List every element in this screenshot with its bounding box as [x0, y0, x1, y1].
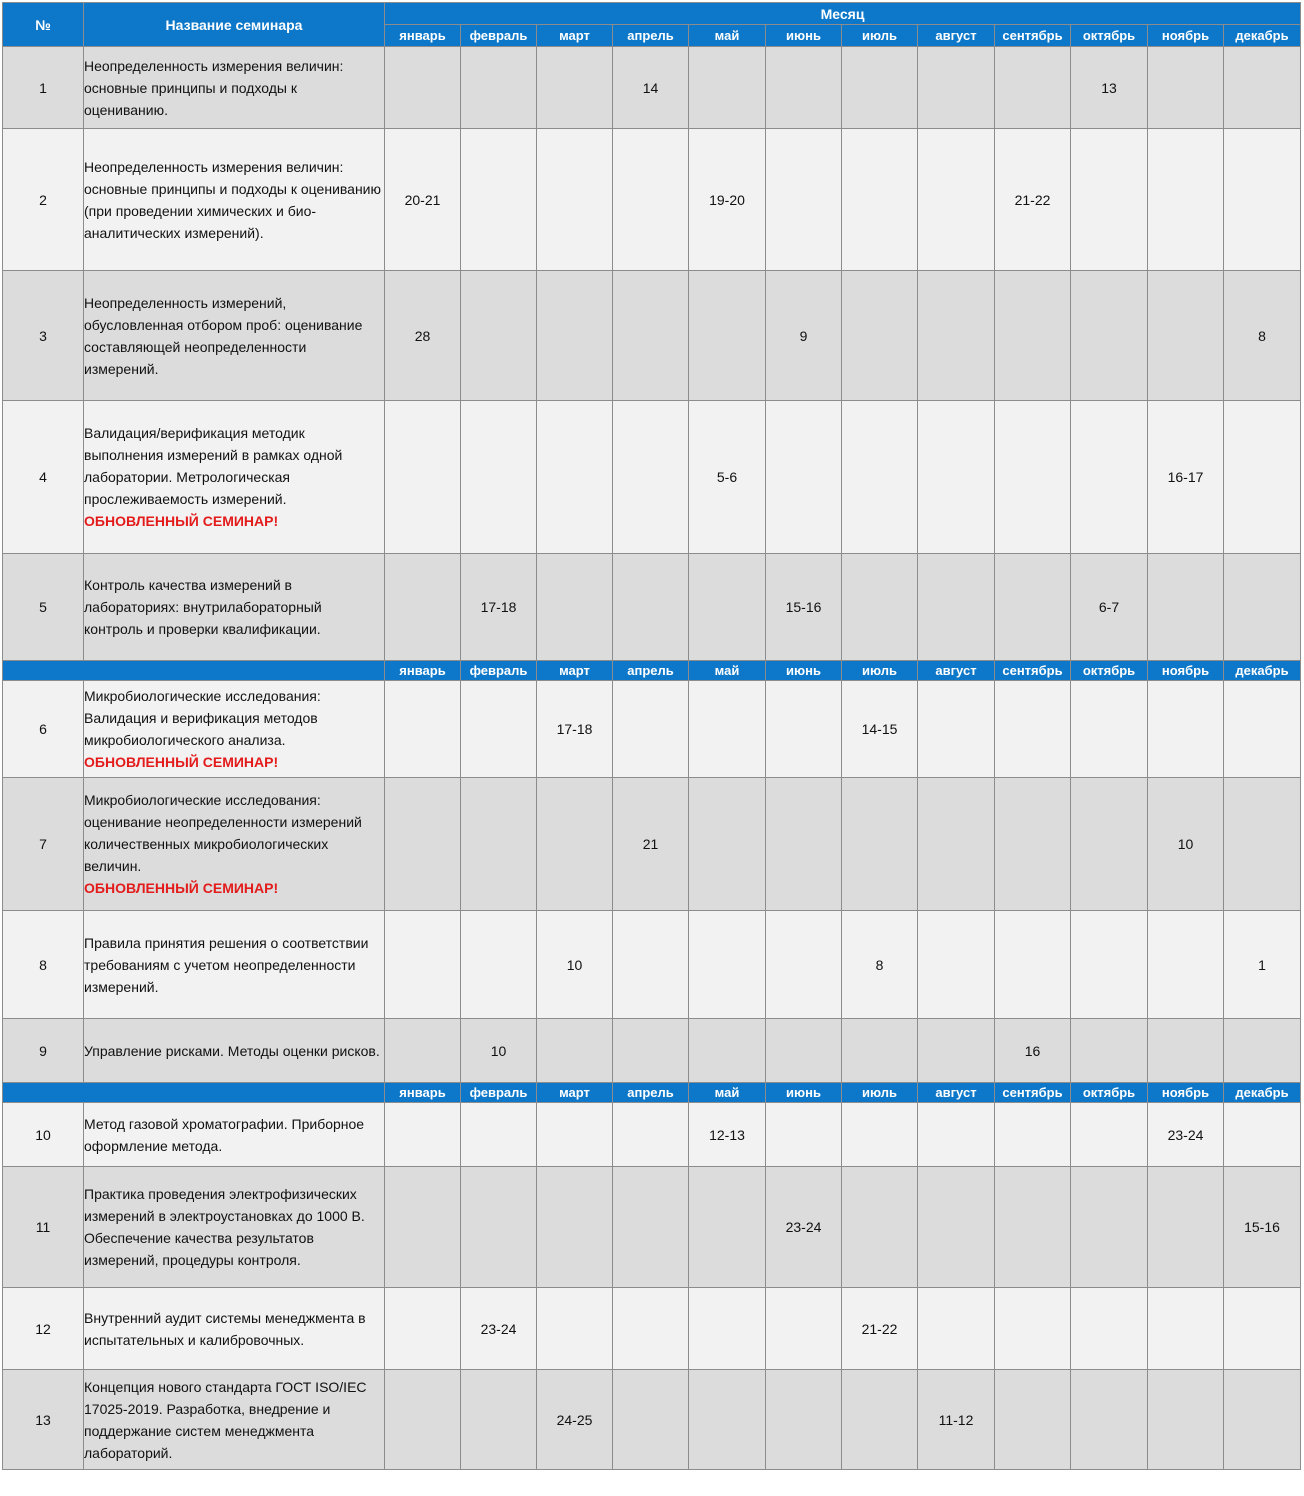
date-cell-май [689, 1370, 766, 1470]
month-subheader-0: январь [385, 1083, 461, 1103]
date-cell-ноябрь [1148, 1370, 1224, 1470]
date-cell-май [689, 911, 766, 1019]
date-cell-июль: 8 [842, 911, 918, 1019]
month-header-4: май [689, 25, 766, 47]
seminar-number: 11 [3, 1167, 84, 1288]
date-cell-сентябрь [995, 1288, 1071, 1370]
date-cell-август [918, 1103, 995, 1167]
date-cell-апрель [613, 401, 689, 554]
date-cell-июнь [766, 1288, 842, 1370]
date-cell-сентябрь [995, 554, 1071, 661]
updated-seminar-badge: ОБНОВЛЕННЫЙ СЕМИНАР! [84, 754, 279, 770]
date-cell-июнь: 23-24 [766, 1167, 842, 1288]
date-cell-май [689, 1288, 766, 1370]
date-cell-март: 10 [537, 911, 613, 1019]
seminar-title-cell [84, 129, 385, 271]
date-cell-октябрь [1071, 1288, 1148, 1370]
date-cell-ноябрь [1148, 1019, 1224, 1083]
seminar-title-cell [84, 911, 385, 1019]
date-cell-июль [842, 1019, 918, 1083]
date-cell-декабрь: 1 [1224, 911, 1301, 1019]
date-cell-сентябрь [995, 778, 1071, 911]
seminar-schedule-table [2, 2, 1301, 1470]
date-cell-август [918, 1019, 995, 1083]
date-cell-январь [385, 911, 461, 1019]
seminar-title-cell [84, 681, 385, 778]
date-cell-февраль [461, 911, 537, 1019]
date-cell-сентябрь [995, 911, 1071, 1019]
date-cell-февраль [461, 1167, 537, 1288]
month-subheader-6: июль [842, 1083, 918, 1103]
date-cell-февраль [461, 1103, 537, 1167]
seminar-title: Контроль качества измерений в лабораториях: внутрилабораторный контроль и проверки квалификации. [84, 577, 322, 637]
month-subheader-3: апрель [613, 661, 689, 681]
date-cell-декабрь [1224, 778, 1301, 911]
date-cell-август [918, 554, 995, 661]
date-cell-январь [385, 1167, 461, 1288]
date-cell-март: 24-25 [537, 1370, 613, 1470]
date-cell-август [918, 911, 995, 1019]
seminar-title: Неопределенность измерения величин: основные принципы и подходы к оцениванию. [84, 57, 344, 118]
date-cell-апрель [613, 1370, 689, 1470]
date-cell-февраль: 23-24 [461, 1288, 537, 1370]
seminar-title-cell [84, 401, 385, 554]
date-cell-март [537, 554, 613, 661]
seminar-title: Неопределенность измерения величин: основные принципы и подходы к оцениванию (при проведении химических и био-аналитических измерений). [84, 158, 382, 241]
date-cell-август [918, 47, 995, 129]
date-cell-июль [842, 1370, 918, 1470]
date-cell-сентябрь: 16 [995, 1019, 1071, 1083]
date-cell-июль [842, 129, 918, 271]
date-cell-декабрь [1224, 129, 1301, 271]
date-cell-июль [842, 554, 918, 661]
date-cell-июль [842, 47, 918, 129]
date-cell-январь [385, 1288, 461, 1370]
date-cell-июль: 14-15 [842, 681, 918, 778]
seminar-row [3, 1370, 1301, 1470]
date-cell-январь [385, 1370, 461, 1470]
seminar-title: Концепция нового стандарта ГОСТ ISO/IEC 17025-2019. Разработка, внедрение и поддержание систем менеджмента лабораторий. [84, 1378, 367, 1461]
month-subheader-9: октябрь [1071, 1083, 1148, 1103]
date-cell-август [918, 129, 995, 271]
seminar-number: 10 [3, 1103, 84, 1167]
date-cell-сентябрь [995, 681, 1071, 778]
seminar-title: Управление рисками. Методы оценки рисков. [84, 1042, 380, 1059]
date-cell-декабрь [1224, 1370, 1301, 1470]
date-cell-март [537, 1103, 613, 1167]
date-cell-май [689, 1019, 766, 1083]
date-cell-ноябрь [1148, 554, 1224, 661]
seminar-number: 9 [3, 1019, 84, 1083]
column-header-seminar-name: Название семинара [84, 3, 385, 47]
date-cell-январь: 28 [385, 271, 461, 401]
date-cell-август [918, 681, 995, 778]
date-cell-июнь [766, 47, 842, 129]
date-cell-март [537, 1167, 613, 1288]
seminar-row [3, 47, 1301, 129]
date-cell-март [537, 1019, 613, 1083]
seminar-row [3, 1103, 1301, 1167]
date-cell-март [537, 401, 613, 554]
seminar-title: Практика проведения электрофизических измерений в электроустановках до 1000 В. Обеспечение качества результатов измерений, процедуры контроля. [84, 1186, 365, 1268]
date-cell-март [537, 271, 613, 401]
date-cell-апрель [613, 271, 689, 401]
seminar-title-cell [84, 1167, 385, 1288]
date-cell-январь [385, 401, 461, 554]
date-cell-июль [842, 401, 918, 554]
date-cell-ноябрь [1148, 47, 1224, 129]
date-cell-октябрь [1071, 271, 1148, 401]
seminar-title-cell [84, 778, 385, 911]
seminar-number: 1 [3, 47, 84, 129]
month-header-9: октябрь [1071, 25, 1148, 47]
date-cell-ноябрь [1148, 1288, 1224, 1370]
date-cell-январь [385, 554, 461, 661]
seminar-title: Метод газовой хроматографии. Приборное оформление метода. [84, 1115, 365, 1154]
date-cell-июнь [766, 1103, 842, 1167]
date-cell-июнь [766, 401, 842, 554]
date-cell-декабрь [1224, 47, 1301, 129]
month-subheader-0: январь [385, 661, 461, 681]
date-cell-май [689, 47, 766, 129]
date-cell-октябрь [1071, 778, 1148, 911]
date-cell-апрель [613, 554, 689, 661]
date-cell-январь [385, 1103, 461, 1167]
date-cell-август [918, 1167, 995, 1288]
date-cell-октябрь: 6-7 [1071, 554, 1148, 661]
date-cell-август [918, 401, 995, 554]
seminar-title-cell [84, 1370, 385, 1470]
seminar-title: Внутренний аудит системы менеджмента в испытательных и калибровочных. [84, 1309, 366, 1348]
month-subheader-10: ноябрь [1148, 1083, 1224, 1103]
date-cell-октябрь [1071, 129, 1148, 271]
seminar-number: 7 [3, 778, 84, 911]
date-cell-август [918, 271, 995, 401]
date-cell-ноябрь [1148, 1167, 1224, 1288]
date-cell-сентябрь: 21-22 [995, 129, 1071, 271]
date-cell-декабрь [1224, 1019, 1301, 1083]
month-subheader-5: июнь [766, 1083, 842, 1103]
date-cell-октябрь [1071, 401, 1148, 554]
date-cell-август [918, 1288, 995, 1370]
seminar-number: 3 [3, 271, 84, 401]
date-cell-июнь [766, 1019, 842, 1083]
date-cell-январь [385, 47, 461, 129]
seminar-title: Неопределенность измерений, обусловленная отбором проб: оценивание составляющей неопределенности измерений. [84, 294, 363, 377]
date-cell-декабрь [1224, 681, 1301, 778]
column-header-number: № [3, 3, 84, 47]
date-cell-декабрь [1224, 401, 1301, 554]
date-cell-ноябрь [1148, 911, 1224, 1019]
date-cell-июль [842, 271, 918, 401]
month-subheader-row [3, 1083, 1301, 1103]
month-subheader-2: март [537, 1083, 613, 1103]
date-cell-апрель [613, 1103, 689, 1167]
seminar-title: Микробиологические исследования: Валидация и верификация методов микробиологического анализа. [84, 688, 321, 748]
schedule-body [3, 47, 1301, 1470]
seminar-title-cell [84, 554, 385, 661]
seminar-title-cell [84, 1019, 385, 1083]
month-subheader-1: февраль [461, 661, 537, 681]
date-cell-декабрь: 8 [1224, 271, 1301, 401]
seminar-title-cell [84, 271, 385, 401]
month-header-5: июнь [766, 25, 842, 47]
date-cell-апрель: 14 [613, 47, 689, 129]
seminar-row [3, 1288, 1301, 1370]
date-cell-июнь [766, 1370, 842, 1470]
date-cell-ноябрь [1148, 129, 1224, 271]
seminar-row [3, 129, 1301, 271]
date-cell-октябрь [1071, 1167, 1148, 1288]
date-cell-ноябрь: 16-17 [1148, 401, 1224, 554]
date-cell-июнь: 9 [766, 271, 842, 401]
date-cell-май [689, 554, 766, 661]
date-cell-июль: 21-22 [842, 1288, 918, 1370]
date-cell-февраль: 17-18 [461, 554, 537, 661]
date-cell-апрель [613, 129, 689, 271]
date-cell-апрель [613, 1167, 689, 1288]
date-cell-ноябрь: 10 [1148, 778, 1224, 911]
month-subheader-10: ноябрь [1148, 661, 1224, 681]
date-cell-февраль [461, 47, 537, 129]
subheader-spacer [3, 1083, 385, 1103]
date-cell-ноябрь [1148, 681, 1224, 778]
seminar-row [3, 1167, 1301, 1288]
seminar-row [3, 271, 1301, 401]
month-subheader-7: август [918, 1083, 995, 1103]
date-cell-ноябрь [1148, 271, 1224, 401]
month-header-0: январь [385, 25, 461, 47]
date-cell-сентябрь [995, 401, 1071, 554]
date-cell-июнь [766, 129, 842, 271]
month-header-3: апрель [613, 25, 689, 47]
date-cell-апрель [613, 1288, 689, 1370]
seminar-row [3, 401, 1301, 554]
date-cell-февраль [461, 401, 537, 554]
date-cell-октябрь [1071, 1103, 1148, 1167]
date-cell-октябрь [1071, 911, 1148, 1019]
date-cell-март [537, 129, 613, 271]
seminar-title-cell [84, 47, 385, 129]
date-cell-май [689, 778, 766, 911]
month-header-1: февраль [461, 25, 537, 47]
seminar-title-cell [84, 1288, 385, 1370]
seminar-number: 12 [3, 1288, 84, 1370]
date-cell-май [689, 271, 766, 401]
date-cell-ноябрь: 23-24 [1148, 1103, 1224, 1167]
column-header-month: Месяц [385, 3, 1301, 25]
seminar-row [3, 554, 1301, 661]
month-subheader-7: август [918, 661, 995, 681]
month-header-2: март [537, 25, 613, 47]
date-cell-июль [842, 1103, 918, 1167]
seminar-number: 8 [3, 911, 84, 1019]
month-subheader-4: май [689, 1083, 766, 1103]
date-cell-январь [385, 778, 461, 911]
date-cell-октябрь [1071, 1370, 1148, 1470]
month-subheader-11: декабрь [1224, 661, 1301, 681]
date-cell-февраль [461, 778, 537, 911]
month-subheader-6: июль [842, 661, 918, 681]
date-cell-август: 11-12 [918, 1370, 995, 1470]
date-cell-декабрь [1224, 1288, 1301, 1370]
date-cell-июль [842, 778, 918, 911]
month-subheader-row [3, 661, 1301, 681]
month-subheader-3: апрель [613, 1083, 689, 1103]
date-cell-декабрь [1224, 1103, 1301, 1167]
month-subheader-1: февраль [461, 1083, 537, 1103]
month-subheader-4: май [689, 661, 766, 681]
updated-seminar-badge: ОБНОВЛЕННЫЙ СЕМИНАР! [84, 513, 279, 529]
month-header-8: сентябрь [995, 25, 1071, 47]
date-cell-июнь [766, 778, 842, 911]
seminar-number: 5 [3, 554, 84, 661]
date-cell-март [537, 778, 613, 911]
month-subheader-11: декабрь [1224, 1083, 1301, 1103]
date-cell-июнь [766, 681, 842, 778]
date-cell-сентябрь [995, 1167, 1071, 1288]
month-subheader-8: сентябрь [995, 1083, 1071, 1103]
month-header-11: декабрь [1224, 25, 1301, 47]
seminar-row [3, 1019, 1301, 1083]
date-cell-апрель [613, 911, 689, 1019]
seminar-number: 6 [3, 681, 84, 778]
date-cell-декабрь: 15-16 [1224, 1167, 1301, 1288]
month-header-10: ноябрь [1148, 25, 1224, 47]
date-cell-май: 12-13 [689, 1103, 766, 1167]
seminar-title: Микробиологические исследования: оценивание неопределенности измерений количественных микробиологических величин. [84, 792, 362, 874]
date-cell-февраль [461, 271, 537, 401]
date-cell-май [689, 1167, 766, 1288]
date-cell-сентябрь [995, 1103, 1071, 1167]
seminar-number: 13 [3, 1370, 84, 1470]
date-cell-сентябрь [995, 271, 1071, 401]
date-cell-февраль: 10 [461, 1019, 537, 1083]
date-cell-февраль [461, 1370, 537, 1470]
date-cell-апрель: 21 [613, 778, 689, 911]
month-header-7: август [918, 25, 995, 47]
date-cell-май [689, 681, 766, 778]
month-subheader-9: октябрь [1071, 661, 1148, 681]
date-cell-июнь [766, 911, 842, 1019]
date-cell-март [537, 1288, 613, 1370]
date-cell-сентябрь [995, 1370, 1071, 1470]
date-cell-октябрь [1071, 1019, 1148, 1083]
date-cell-август [918, 778, 995, 911]
seminar-number: 2 [3, 129, 84, 271]
date-cell-февраль [461, 681, 537, 778]
seminar-row [3, 778, 1301, 911]
subheader-spacer [3, 661, 385, 681]
date-cell-декабрь [1224, 554, 1301, 661]
date-cell-октябрь [1071, 681, 1148, 778]
seminar-title: Валидация/верификация методик выполнения измерений в рамках одной лаборатории. Метрологическая прослеживаемость измерений. [84, 425, 343, 507]
date-cell-март: 17-18 [537, 681, 613, 778]
seminar-number: 4 [3, 401, 84, 554]
date-cell-июнь: 15-16 [766, 554, 842, 661]
month-subheader-2: март [537, 661, 613, 681]
date-cell-март [537, 47, 613, 129]
date-cell-апрель [613, 1019, 689, 1083]
updated-seminar-badge: ОБНОВЛЕННЫЙ СЕМИНАР! [84, 880, 279, 896]
date-cell-сентябрь [995, 47, 1071, 129]
month-subheader-5: июнь [766, 661, 842, 681]
date-cell-январь [385, 681, 461, 778]
date-cell-февраль [461, 129, 537, 271]
date-cell-июль [842, 1167, 918, 1288]
seminar-title-cell [84, 1103, 385, 1167]
date-cell-январь [385, 1019, 461, 1083]
date-cell-январь: 20-21 [385, 129, 461, 271]
month-subheader-8: сентябрь [995, 661, 1071, 681]
seminar-row [3, 681, 1301, 778]
date-cell-май: 5-6 [689, 401, 766, 554]
seminar-row [3, 911, 1301, 1019]
date-cell-апрель [613, 681, 689, 778]
date-cell-октябрь: 13 [1071, 47, 1148, 129]
seminar-title: Правила принятия решения о соответствии требованиям с учетом неопределенности измерений. [84, 934, 369, 995]
month-header-6: июль [842, 25, 918, 47]
date-cell-май: 19-20 [689, 129, 766, 271]
